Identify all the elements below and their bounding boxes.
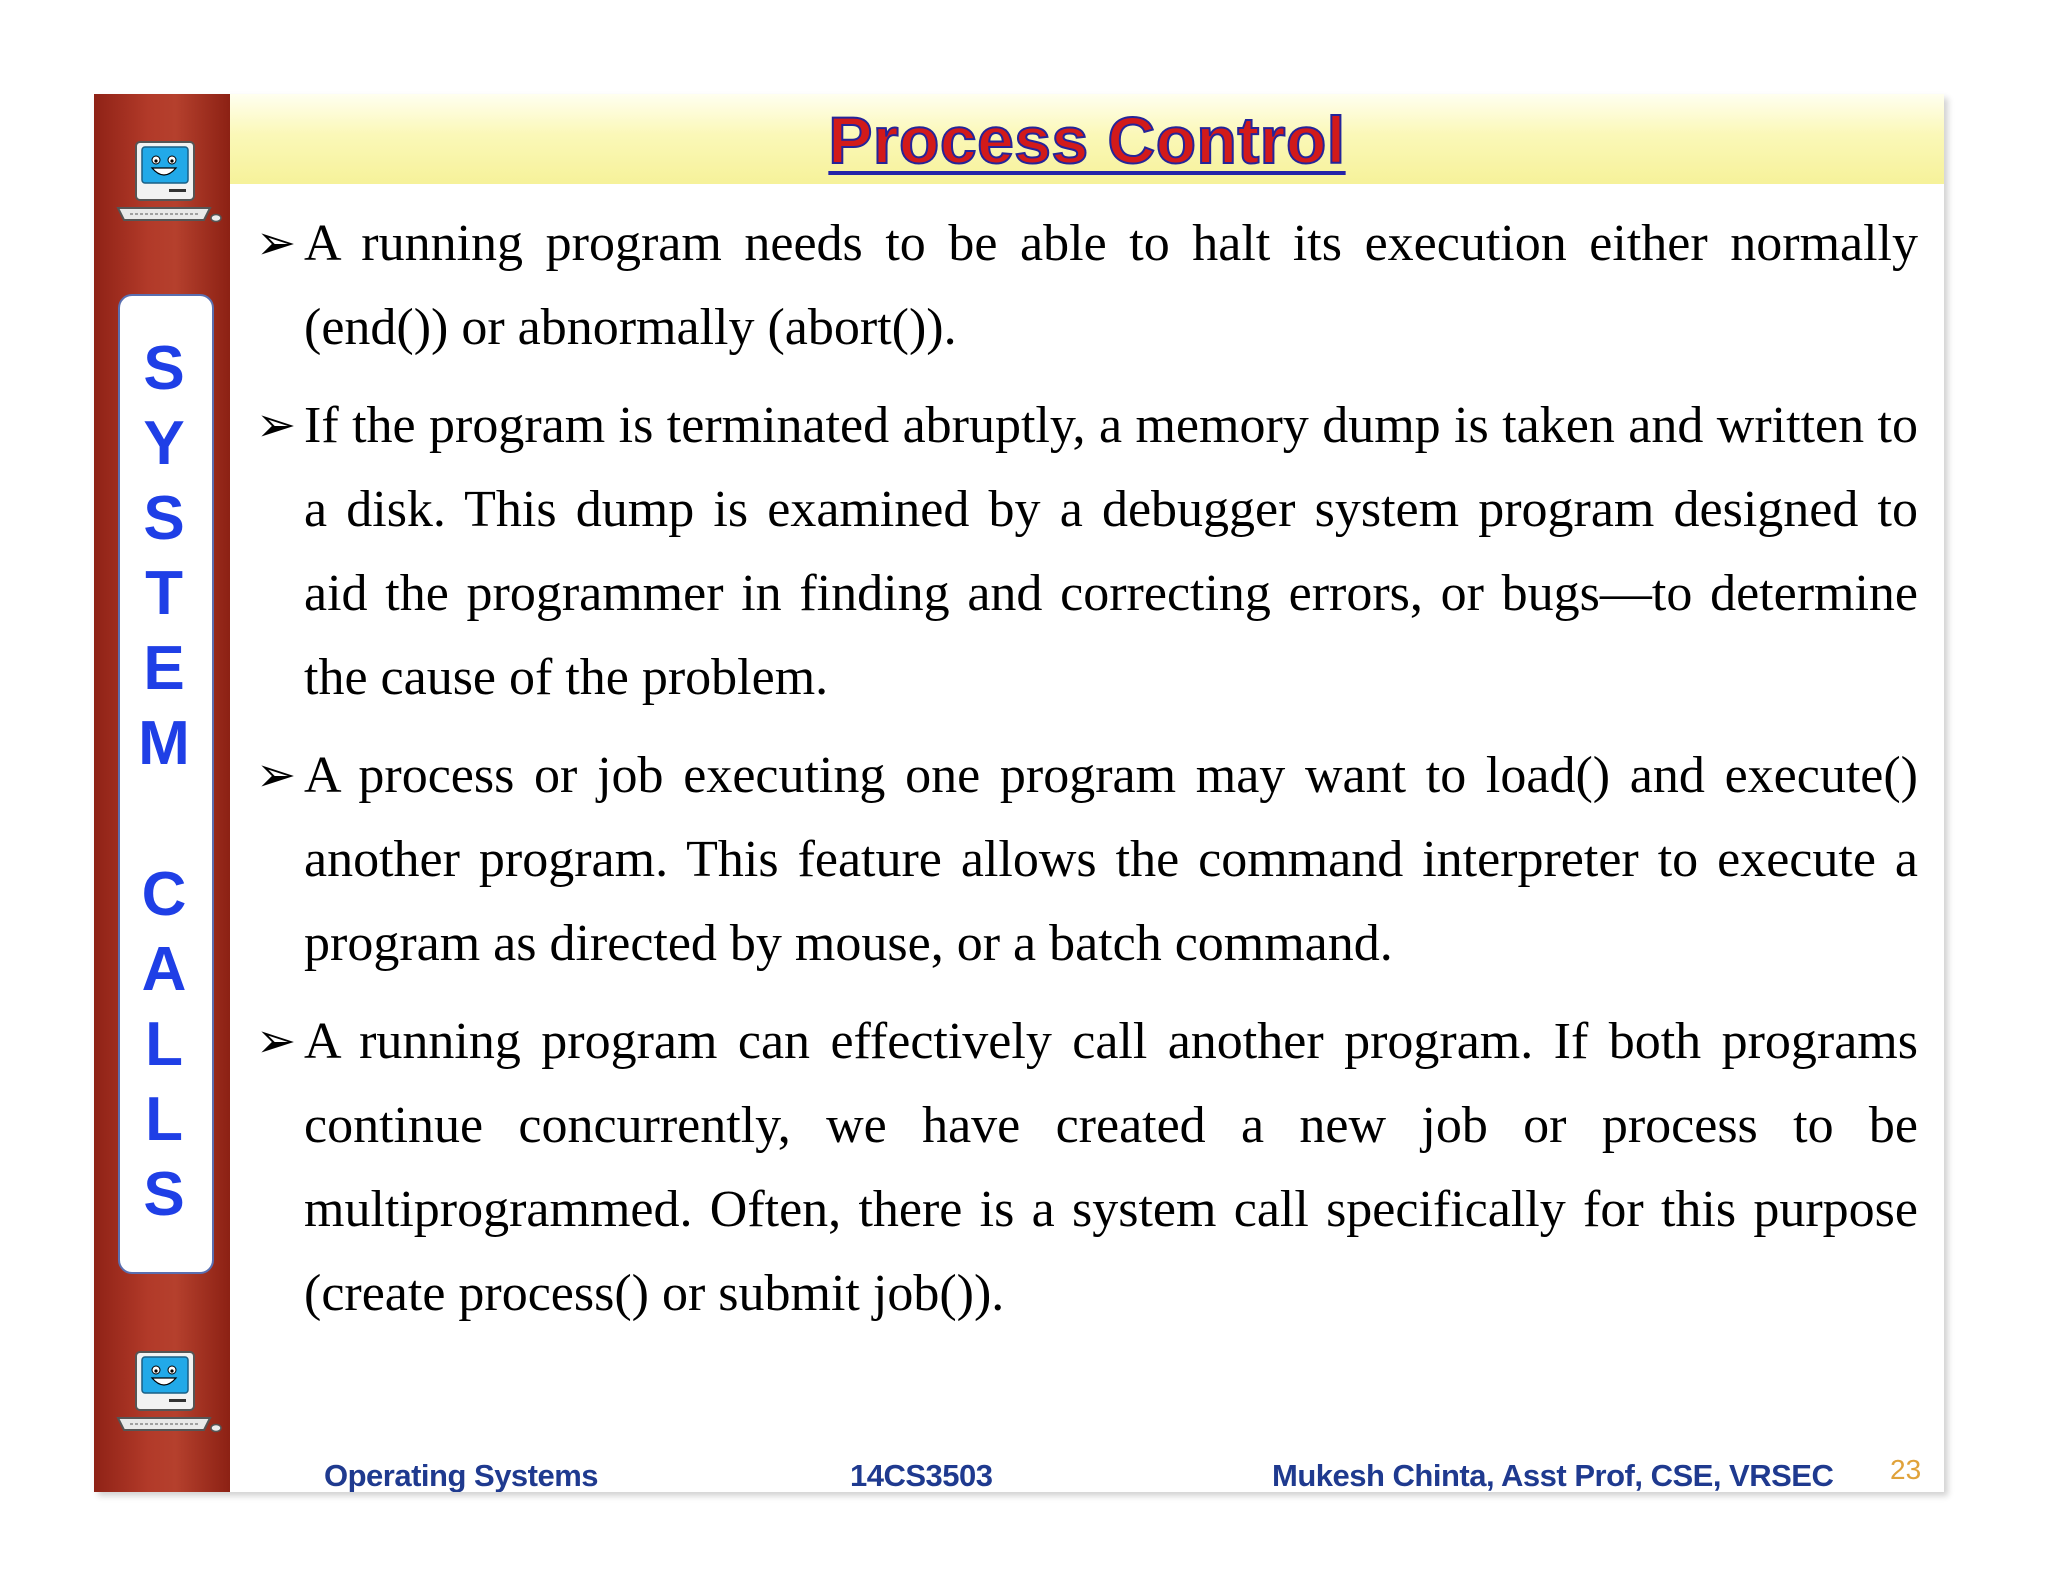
bullet-arrow-icon: ➢	[256, 399, 297, 452]
footer-course: Operating Systems	[324, 1458, 599, 1492]
vertical-word-system	[118, 331, 210, 781]
bullet-item	[256, 1000, 1918, 1336]
bullet-text: A running program needs to be able to halt its execution either normally (end()) or abnormally (abort()).	[304, 215, 1918, 356]
vertical-letter: S	[143, 484, 185, 553]
bullet-arrow-icon: ➢	[256, 217, 297, 270]
vertical-word-calls	[118, 857, 210, 1232]
bullet-arrow-icon: ➢	[256, 1015, 297, 1068]
bullet-item	[256, 734, 1918, 986]
bullet-list	[256, 202, 1918, 1336]
slide	[94, 94, 1944, 1492]
bullet-item	[256, 384, 1918, 720]
bullet-text: A running program can effectively call another program. If both programs continue concurrently, we have created a new job or process to be multiprogrammed. Often, there is a system call specifically for this purpose (create process() or submit job()).	[304, 1013, 1918, 1322]
vertical-letter: E	[143, 634, 185, 703]
vertical-letter: M	[138, 709, 190, 778]
vertical-letter: L	[145, 1085, 183, 1154]
vertical-letter: C	[141, 860, 187, 929]
footer-author: Mukesh Chinta, Asst Prof, CSE, VRSEC	[1272, 1458, 1834, 1492]
bullet-text: If the program is terminated abruptly, a memory dump is taken and written to a disk. This dump is examined by a debugger system program designed to aid the programmer in finding and correcting errors, or bugs—to determine the cause of the problem.	[304, 397, 1918, 706]
smiling-computer-icon	[114, 138, 222, 234]
vertical-letter: T	[145, 559, 183, 628]
bullet-item	[256, 202, 1918, 370]
bullet-text: A process or job executing one program may want to load() and execute() another program. This feature allows the command interpreter to execute a program as directed by mouse, or a batch command.	[304, 747, 1918, 972]
vertical-letter: Y	[143, 409, 185, 478]
vertical-letter: S	[143, 334, 185, 403]
vertical-letter: A	[141, 935, 187, 1004]
slide-title: Process Control	[828, 103, 1346, 177]
bullet-arrow-icon: ➢	[256, 749, 297, 802]
footer-course-code: 14CS3503	[850, 1458, 993, 1492]
page-number: 23	[1890, 1454, 1922, 1485]
vertical-letter: S	[143, 1160, 185, 1229]
vertical-letter: L	[145, 1010, 183, 1079]
smiling-computer-icon	[114, 1348, 222, 1444]
